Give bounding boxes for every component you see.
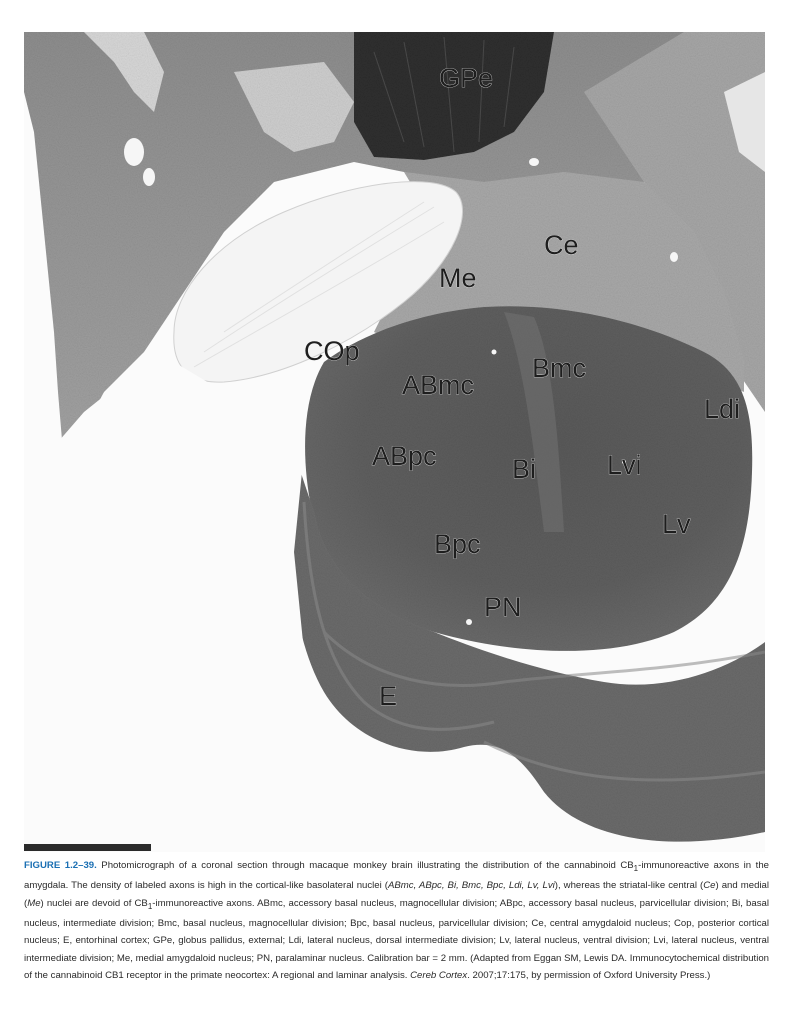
label-e: E: [379, 681, 398, 711]
label-gpe: GPe: [439, 63, 494, 93]
calibration-bar: [24, 844, 151, 851]
label-cop: COp: [304, 336, 360, 366]
figure-number: FIGURE 1.2–39.: [24, 860, 97, 871]
label-pn: PN: [484, 592, 522, 622]
journal-name: Cereb Cortex: [410, 970, 468, 982]
figure-caption: FIGURE 1.2–39. Photomicrograph of a coronal section through macaque monkey brain illustrating the distribution of the cannabinoid $CB_1$-immunoreactive axons in the amygdala. The density of labeled axons is high in the cortical-like basolateral nuclei (ABmc, ABpc, Bi, Bmc, Bpc, Ldi, Lv, Lvi), whereas the striatal-like central (Ce) and medial (Me) nuclei are devoid of $CB_1$-immunoreactive axons. ABmc, accessory basal nucleus, magnocellular division; ABpc, accessory basal nucleus, parvicellular division; Bi, basal nucleus, intermediate division; Bmc, basal nucleus, magnocellular division; Bpc, basal nucleus, parvicellular division; Ce, central amygdaloid nucleus; Cop, posterior cortical nucleus; E, entorhinal cortex; GPe, globus pallidus, external; Ldi, lateral nucleus, dorsal intermediate division; Lv, lateral nucleus, ventral division; Lvi, lateral nucleus, ventral intermediate division; Me, medial amygdaloid nucleus; PN, paralaminar nucleus. Calibration bar = 2 mm. (Adapted from Eggan SM, Lewis DA. Immunocytochemical distribution of the cannabinoid CB1 receptor in the primate neocortex: A regional and laminar analysis. Cereb Cortex. 2007;17:175, by permission of Oxford University Press.): [24, 860, 770, 982]
label-bi: Bi: [512, 454, 537, 484]
label-lv: Lv: [662, 509, 691, 539]
label-abmc: ABmc: [402, 370, 475, 400]
photomicrograph: [24, 32, 765, 852]
label-me: Me: [439, 263, 477, 293]
label-bpc: Bpc: [434, 529, 481, 559]
label-abpc: ABpc: [372, 441, 437, 471]
label-ce: Ce: [544, 230, 579, 260]
label-ldi: Ldi: [704, 394, 741, 424]
amygdala-section-image: [24, 32, 765, 852]
label-lvi: Lvi: [607, 450, 642, 480]
label-bmc: Bmc: [532, 353, 586, 383]
